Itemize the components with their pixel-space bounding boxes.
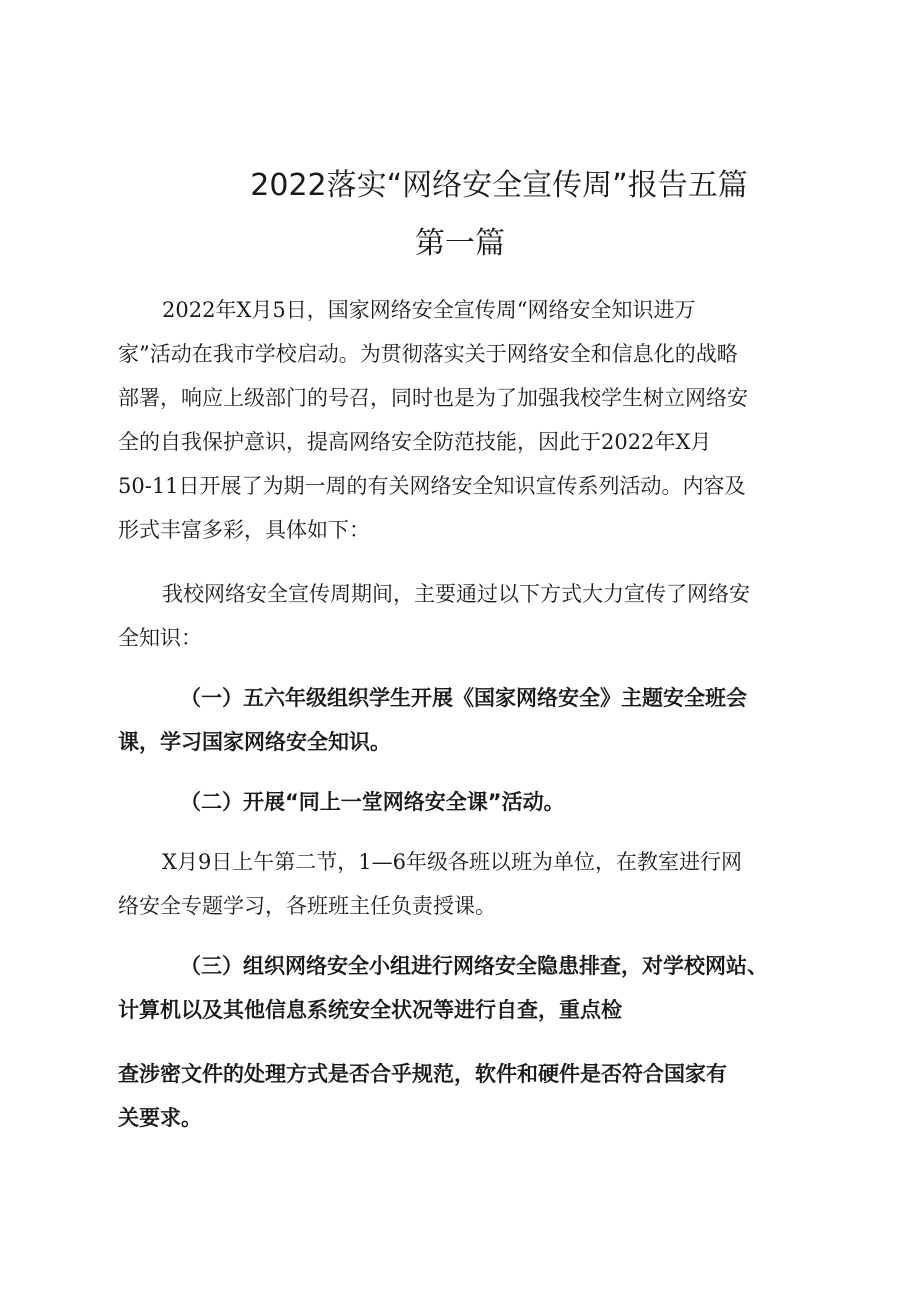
paragraph-line: 关要求。 (118, 1106, 202, 1130)
paragraph-line: 络安全专题学习，各班班主任负责授课。 (118, 894, 496, 918)
paragraph-line: 查涉密文件的处理方式是否合乎规范，软件和硬件是否符合国家有 (118, 1062, 727, 1086)
paragraph-methods (118, 572, 750, 660)
paragraph-line: 我校网络安全宣传周期间，主要通过以下方式大力宣传了网络安 (162, 582, 750, 606)
paragraph-line: 家”活动在我市学校启动。为贯彻落实关于网络安全和信息化的战略 (118, 342, 738, 366)
paragraph-line: 课，学习国家网络安全知识。 (118, 730, 391, 754)
paragraph-line: （三）组织网络安全小组进行网络安全隐患排查，对学校网站、 (180, 954, 768, 978)
paragraph-class-study (118, 840, 742, 928)
section-heading-2 (118, 780, 565, 824)
paragraph-line: 计算机以及其他信息系统安全状况等进行自查，重点检 (118, 998, 622, 1022)
paragraph-line: 形式丰富多彩，具体如下： (118, 518, 370, 542)
section-heading-3 (118, 944, 768, 1032)
paragraph-line: 2022年X月5日，国家网络安全宣传周“网络安全知识进万 (162, 298, 696, 322)
document-title: 2022落实“网络安全宣传周”报告五篇 (250, 168, 748, 203)
document-subtitle: 第一篇 (415, 226, 505, 261)
paragraph-line: 50-11日开展了为期一周的有关网络安全知识宣传系列活动。内容及 (118, 474, 746, 498)
paragraph-line: X月9日上午第二节，1—6年级各班以班为单位，在教室进行网 (162, 850, 743, 874)
paragraph-line: 部署，响应上级部门的号召，同时也是为了加强我校学生树立网络安 (118, 386, 748, 410)
section-heading-1 (118, 676, 747, 764)
paragraph-line: 全的自我保护意识，提高网络安全防范技能，因此于2022年X月 (118, 430, 712, 454)
paragraph-line: （二）开展“同上一堂网络安全课”活动。 (180, 790, 565, 814)
section-heading-3-continued (118, 1052, 727, 1140)
paragraph-line: （一）五六年级组织学生开展《国家网络安全》主题安全班会 (180, 686, 747, 710)
paragraph-intro (118, 288, 748, 552)
paragraph-line: 全知识： (118, 626, 202, 650)
